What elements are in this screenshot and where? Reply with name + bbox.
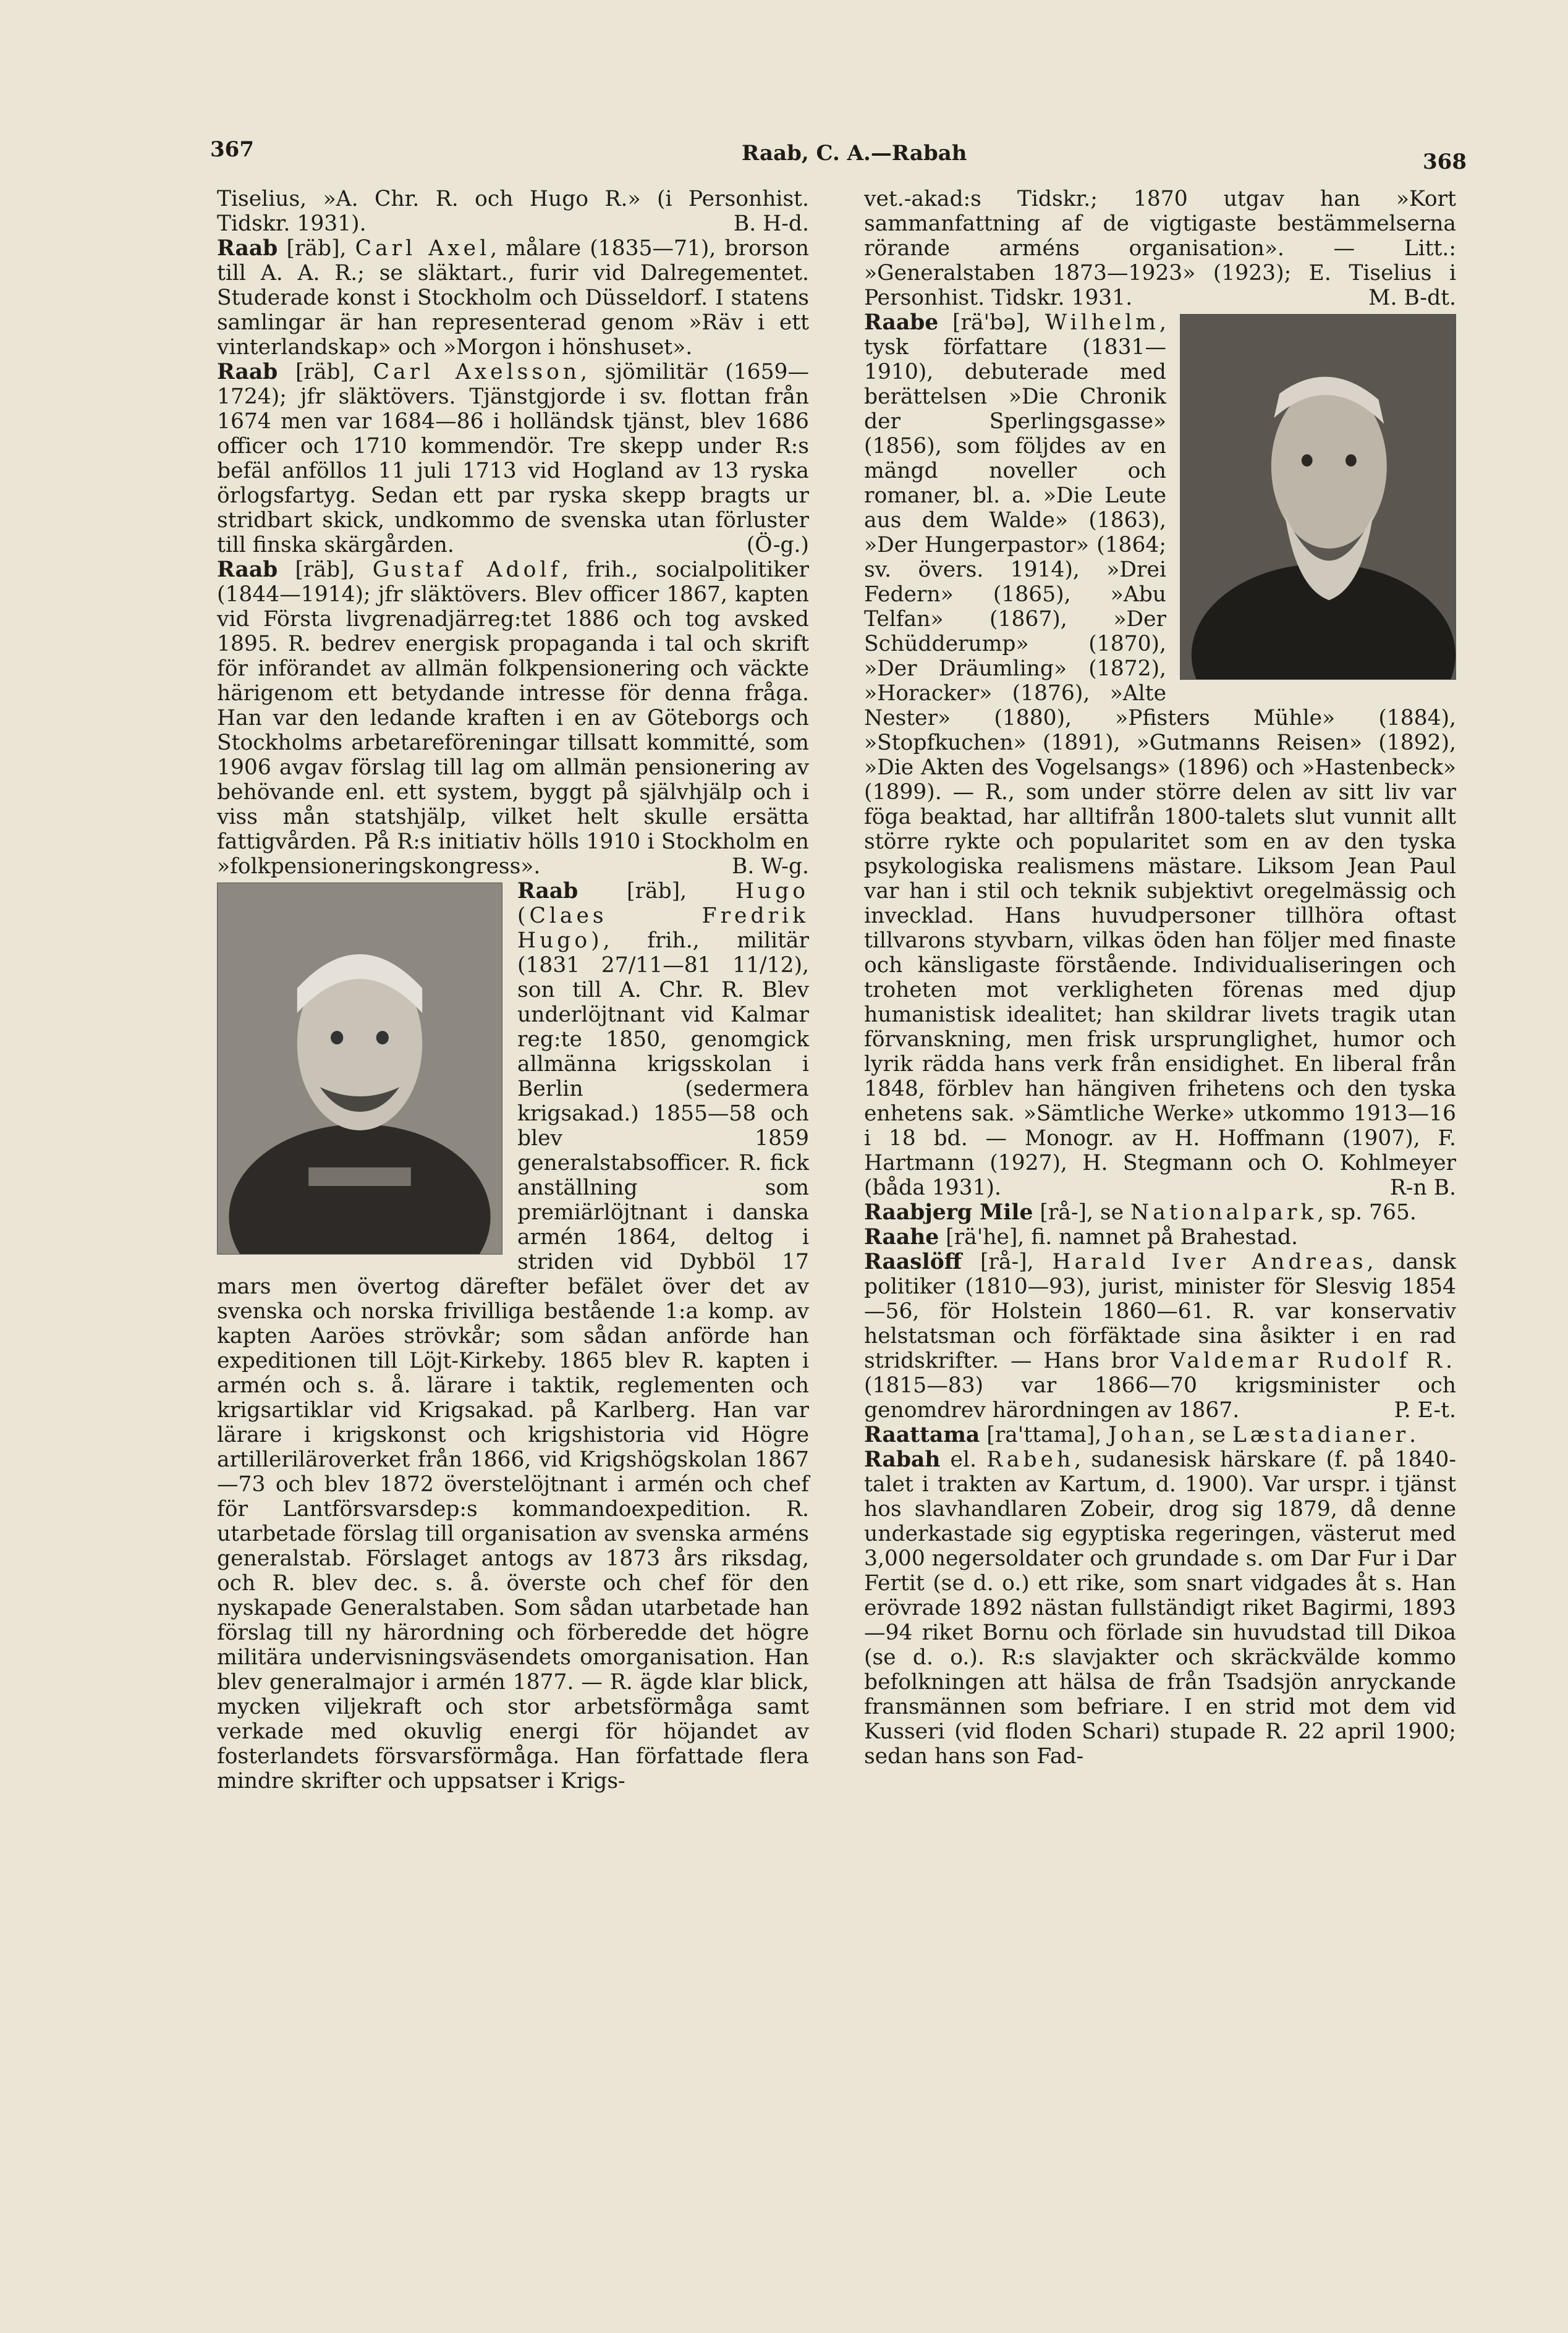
entry-headword: Raaslöff	[864, 1250, 962, 1274]
encyclopedia-entry	[864, 1250, 1456, 1423]
entry-text: , sjömilitär (1659—1724); jfr släktövers. Tjänstgjorde i sv. flottan från 1674 men var 1684—86 i holländsk tjänst, blev 1686 officer och 1710 kommendör. Tre skepp under R:s befäl anföllos 11 juli 1713 vid Hogland av 13 ryska örlogsfartyg. Sedan ett par ryska skepp bragts ur stridbart skick, undkommo de svenska utan förluster till finska skärgården.	[217, 360, 809, 557]
entry-text: [räb],	[278, 360, 373, 384]
encyclopedia-entry	[217, 236, 809, 360]
entry-text: [rä'he], fi. namnet på Brahestad.	[939, 1225, 1298, 1250]
entry-text: , sudanesisk härskare (f. på 1840-talet i trakten av Kartum, d. 1900). Var urspr. i tjänst hos slavhandlaren Zobeir, drog sig 1879, då denne underkastade sig egyptiska regeringen, västerut med 3,000 negersoldater och grundade s. om Dar Fur i Dar Fertit (se d. o.) ett rike, som snart vidgades åt s. Han erövrade 1892 nästan fullständigt riket Bagirmi, 1893—94 riket Bornu och förlade sin huvudstad till Dikoa (se d. o.). R:s slavjakter och skräckvälde kommo befolkningen att hälsa de från Tsadsjön anryckande fransmännen som befriare. I en strid mot dem vid Kusseri (vid floden Schari) stupade R. 22 april 1900; sedan hans son Fad-	[864, 1447, 1456, 1769]
entry-text: , dansk politiker (1810—93), jurist, minister för Slesvig 1854—56, för Holstein 1860—61. R. var konservativ helstatsman och förfäktade sina åsikter i en rad stridskrifter. — Hans bror	[864, 1250, 1457, 1373]
encyclopedia-entry	[864, 1423, 1456, 1447]
encyclopedia-entry	[217, 360, 809, 557]
encyclopedia-entry	[864, 1225, 1456, 1250]
spaced-name: Gustaf Adolf	[372, 557, 562, 582]
entry-text: .	[1409, 1423, 1417, 1447]
author-signature: R-n B.	[1389, 1175, 1456, 1200]
spaced-name: Harald Iver Andreas	[1052, 1250, 1367, 1274]
entry-text: vet.-akad:s Tidskr.; 1870 utgav han »Kort sammanfattning af de vigtigaste bestämmelserna rörande arméns organisation». — Litt.: »Generalstaben 1873—1923» (1923); E. Tiselius i Personhist. Tidskr. 1931.	[864, 187, 1456, 310]
encyclopedia-entry	[217, 557, 809, 879]
spaced-name: Rabeh	[986, 1447, 1075, 1472]
continued-text	[864, 187, 1456, 310]
entry-headword: Raab	[217, 360, 278, 384]
entry-text: [räb],	[278, 236, 355, 261]
entry-text: Tiselius, »A. Chr. R. och Hugo R.» (i Personhist. Tidskr. 1931).	[217, 187, 809, 236]
spaced-name: Carl Axel	[355, 236, 491, 261]
spaced-name: Wilhelm	[1045, 310, 1160, 335]
left-column	[217, 187, 809, 1793]
entry-headword: Raab	[217, 236, 278, 261]
spaced-name: Johan	[1108, 1423, 1189, 1447]
spaced-name: Valdemar Rudolf R.	[1169, 1349, 1456, 1373]
entry-text: , se	[1188, 1423, 1232, 1447]
entry-text: [rä'bə],	[938, 310, 1045, 335]
page-number-left: 367	[210, 137, 254, 162]
entry-headword: Raabjerg Mile	[864, 1200, 1033, 1225]
author-signature: P. E-t.	[1394, 1398, 1456, 1423]
running-title: Raab, C. A.—Rabah	[742, 141, 967, 166]
spaced-name: Hugo (Claes Fredrik Hugo)	[517, 879, 809, 953]
page-number-right: 368	[1423, 150, 1467, 174]
spaced-name: Læstadianer	[1232, 1423, 1410, 1447]
entry-headword: Raabe	[864, 310, 939, 335]
entry-text: el.	[940, 1447, 987, 1472]
author-signature: B. H-d.	[733, 211, 809, 236]
spaced-name: Nationalpark	[1130, 1200, 1318, 1225]
encyclopedia-entry	[864, 310, 1456, 1200]
encyclopedia-entry	[864, 1447, 1456, 1769]
entry-text: [rå-],	[962, 1250, 1053, 1274]
author-signature: B. W-g.	[732, 854, 809, 879]
entry-text: , frih., socialpolitiker (1844—1914); jfr släktövers. Blev officer 1867, kapten vid Första livgrenadjärreg:tet 1886 och tog avsked 1895. R. bedrev energisk propaganda i tal och skrift för införandet av allmän folkpensionering och väckte härigenom ett betydande intresse för denna fråga. Han var den ledande kraften i en av Göteborgs och Stockholms arbetareföreningar tillsatt kommitté, som 1906 avgav förslag till lag om allmän pensionering av behövande enl. ett system, byggt på självhjälp och i viss mån statshjälp, vilket helt skulle ersätta fattigvården. På R:s initiativ hölls 1910 i Stockholm en »folkpensioneringskongress».	[217, 557, 810, 879]
entry-headword: Raattama	[864, 1423, 980, 1447]
entry-headword: Raahe	[864, 1225, 939, 1250]
entry-text: , målare (1835—71), brorson till A. A. R.; se släktart., furir vid Dalregementet. Studerade konst i Stockholm och Düsseldorf. I statens samlingar är han representerad genom »Räv i ett vinterlandskap» och »Morgon i hönshuset».	[217, 236, 810, 360]
encyclopedia-entry	[864, 1200, 1456, 1225]
entry-text: [rå-], se	[1033, 1200, 1131, 1225]
continued-text	[217, 187, 809, 236]
entry-text: , tysk författare (1831—1910), debuterade med berättelsen »Die Chronik der Sperlingsgasse» (1856), som följdes av en mängd noveller och romaner, bl. a. »Die Leute aus dem Walde» (1863), »Der Hungerpastor» (1864; sv. övers. 1914), »Drei Federn» (1865), »Abu Telfan» (1867), »Der Schüdderump» (1870), »Der Dräumling» (1872), »Horacker» (1876), »Alte Nester» (1880), »Pfisters Mühle» (1884), »Stopfkuchen» (1891), »Gutmanns Reisen» (1892), »Die Akten des Vogelsangs» (1896) och »Hastenbeck» (1899). — R., som under större delen av sitt liv var föga beaktad, har alltifrån 1800-talets slut vunnit allt större rykte och popularitet som en av den tyska psykologiska realismens mästare. Liksom Jean Paul var han i stil och teknik subjektivt oregelmässig och invecklad. Hans huvudpersoner tillhöra oftast tillvarons styvbarn, vilkas öden han följer med finaste och känsligaste förstående. Individualiseringen och troheten mot verkligheten förenas med djup humanistisk idealitet; han skildrar livets tragik utan förvanskning, men frisk ursprunglighet, humor och lyrik rädda hans verk från ensidighet. En liberal från 1848, förblev han hängiven frihetens och den tyska enhetens sak. »Sämtliche Werke» utkommo 1913—16 i 18 bd. — Monogr. av H. Hoffmann (1907), F. Hartmann (1927), H. Stegmann och O. Kohlmeyer (båda 1931).	[864, 310, 1456, 1200]
entry-text: [ra'ttama],	[980, 1423, 1109, 1447]
author-signature: (Ö-g.)	[746, 533, 809, 557]
entry-text: [räb],	[278, 557, 373, 582]
spaced-name: Carl Axelsson	[373, 360, 581, 384]
entry-text: , frih., militär (1831 27/11—81 11/12), son till A. Chr. R. Blev underlöjtnant vid Kalmar reg:te 1850, genomgick allmänna krigsskolan i Berlin (sedermera krigsakad.) 1855—58 och blev 1859 generalstabsofficer. R. fick anställning som premiärlöjtnant i danska armén 1864, deltog i striden vid Dybböl 17 mars men övertog därefter befälet över det av svenska och norska frivilliga bestående 1:a komp. av kapten Aaröes strövkår; som sådan anförde han expeditionen till Löjt-Kirkeby. 1865 blev R. kapten i armén och s. å. lärare i taktik, reglementen och krigsartiklar vid Krigsakad. på Karlberg. Han var lärare i krigskonst och krigshistoria vid Högre artilleriläroverket från 1866, vid Krigshögskolan 1867—73 och blev 1872 överstelöjtnant i armén och chef för Lantförsvarsdep:s kommandoexpedition. R. utarbetade förslag till organisation av svenska arméns generalstab. Förslaget antogs av 1873 års riksdag, och R. blev dec. s. å. överste och chef för den nyskapade Generalstaben. Som sådan utarbetade han förslag till ny härordning och förberedde det högre militära undervisningsväsendets omorganisation. Han blev generalmajor i armén 1877. — R. ägde klar blick, mycken viljekraft och stor arbetsförmåga samt verkade med okuvlig energi för höjandet av fosterlandets försvarsförmåga. Han författade flera mindre skrifter och uppsatser i Krigs-	[217, 928, 809, 1793]
entry-text: [räb],	[578, 879, 735, 904]
encyclopedia-entry	[217, 879, 809, 1793]
entry-headword: Raab	[517, 879, 578, 904]
author-signature: M. B-dt.	[1368, 286, 1456, 310]
portrait-wilhelm-raabe	[1180, 314, 1456, 680]
right-column	[864, 187, 1456, 1769]
entry-headword: Raab	[217, 557, 278, 582]
entry-text: (1815—83) var 1866—70 krigsminister och genomdrev härordningen av 1867.	[864, 1373, 1456, 1423]
portrait-hugo-raab	[217, 883, 502, 1255]
entry-headword: Rabah	[864, 1447, 941, 1472]
entry-text: , sp. 765.	[1317, 1200, 1417, 1225]
